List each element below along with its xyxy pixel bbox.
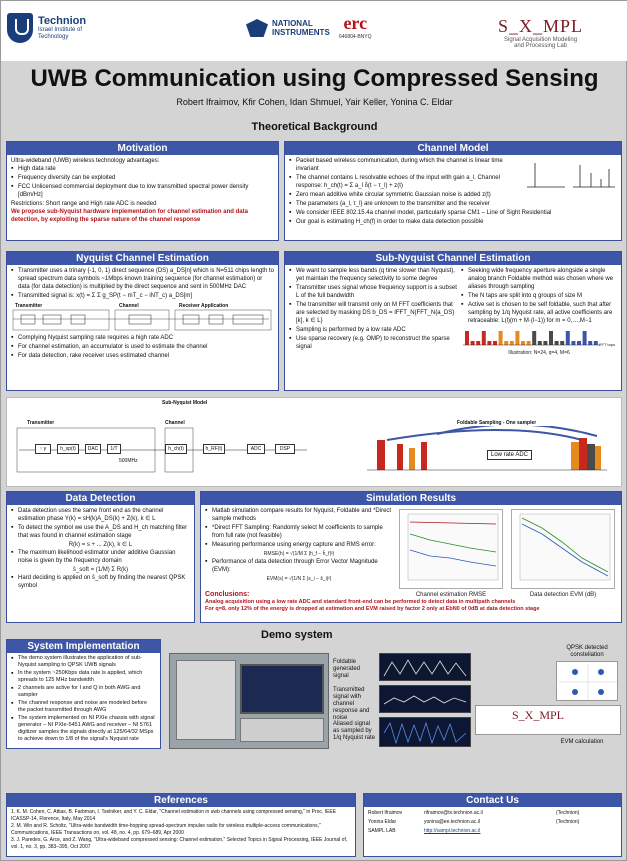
simulation-section <box>200 491 622 623</box>
ni-line1: NATIONAL <box>272 19 313 28</box>
motivation-intro: Ultra-wideband (UWB) wireless technology advantages: <box>11 158 160 164</box>
subnyq-item: ▪ The N taps are split into q groups of size M <box>461 292 617 300</box>
fft-tap-bar <box>515 331 519 345</box>
foldable-title: Foldable Sampling - One sampler <box>457 420 537 426</box>
subnyq-item: ▪ Active set is chosen to be self foldable, such that after sampling by 1/q Nyquist rate, all active coefficients are retraceable: L(l)(m + M·(l−1)) for m = 0,…,M−1 <box>461 301 617 325</box>
fft-tap-bar <box>493 341 497 345</box>
qpsk-constellation-plot <box>556 661 618 701</box>
fft-tap-bar <box>566 331 570 345</box>
technion-shield-icon <box>7 13 33 43</box>
rmse-caption: Channel estimation RMSE <box>415 592 487 598</box>
sub-model-title: Sub-Nyquist Model <box>162 400 208 406</box>
demo-heading: Demo system <box>261 629 333 641</box>
nyquist-figure <box>11 302 274 332</box>
motivation-item: ▪ Frequency diversity can be exploited <box>11 174 274 182</box>
nyquist-heading: Nyquist Channel Estimation <box>7 252 278 265</box>
subnyq-item: ▪ We want to sample less bands (q time slower than Nyquist), yet maintain the frequency selectivity to some degree <box>289 267 457 283</box>
contact-email[interactable]: rifraimov@tx.technion.ac.il <box>424 810 483 816</box>
fft-taps-figure <box>461 327 613 349</box>
subnyq-item: ▪ The transmitter will transmit only on M FFT coefficients that are selected by masking DS b_DS = IFFT_N{FFT_N{a_DS}[k], k ∈ L} <box>289 301 457 325</box>
evm-eq: EVM(s) = √(1/N Σ |s_i − ŝ_i|²) <box>266 576 332 582</box>
nyquist-item: ▪ Complying Nyquist sampling rate requires a high rate ADC <box>11 334 274 342</box>
data-detection-section <box>6 491 195 623</box>
block-upsample: ↑ γ <box>35 444 51 454</box>
fft-tap-bar <box>583 331 587 345</box>
nyquist-item: ▪ For channel estimation, an accumulator is used to estimate the channel <box>11 343 274 351</box>
demo-label-transmitted: Transmitted signal with channel response and noise <box>333 687 370 721</box>
authors: Robert Ifraimov, Kfir Cohen, Idan Shmuel, Yair Keller, Yonina C. Eldar <box>176 97 453 107</box>
reference-item: 2. M. Win and R. Scholtz, "Ultra-wide bandwidth time-hopping spread-spectrum impulse radio for wireless multiple-access communications," Communications, IEEE Transactions on, vol. 48, no. 4, pp. 679–689, Apr 2000 <box>11 823 321 836</box>
subnyq-item: ▪ Transmitter uses signal whose frequency support is a subset L of the full bandwidth <box>289 284 457 300</box>
rmse-eq: RMSE(h) = √(1/M Σ |h_f − ĥ_f|²) <box>263 551 335 557</box>
sysimp-item: ▪ 2 channels are active for I and Q in both AWG and sampler <box>11 685 156 699</box>
fft-tap-bar <box>476 341 480 345</box>
subnyq-item: ▪ Use sparse recovery (e.g. OMP) to reconstruct the sparse signal <box>289 335 457 351</box>
contact-org: (Technion) <box>556 810 580 816</box>
sim-heading: Simulation Results <box>201 492 621 505</box>
conclusions-label: Conclusions: <box>205 591 250 598</box>
sim-item: ▪ *Direct FFT Sampling: Randomly select M coefficients to sample from full rate (not feasible) <box>205 524 393 540</box>
conclusion-2: For q=8, only 12% of the energy is dropped at estimation and EVM raised by factor 2 only at EbN0 of 0dB at data detection stage <box>205 606 540 612</box>
foldable-signal-scope <box>379 653 471 681</box>
detection-heading: Data Detection <box>7 492 194 505</box>
logo-band <box>1 1 627 61</box>
fft-tap-bar <box>549 331 553 345</box>
contact-row <box>368 818 617 827</box>
illustration-label: Illustration: N=24, q=4, M=6 <box>508 350 570 356</box>
fft-tap-bar <box>465 331 469 345</box>
sampl-sub1: Signal Acquisition Modeling <box>503 37 578 43</box>
sysimp-item: ▪ The channel response and noise are modeled before the packet transmitted through AWG <box>11 700 156 714</box>
fft-tap-bar <box>499 331 503 345</box>
fft-tap-bar <box>510 341 514 345</box>
sampl-mark-small: S_X_MPL <box>512 708 565 722</box>
sim-item: ▪ Measuring performance using energy capture and RMS error: <box>205 541 393 549</box>
rate-label: 500MHz <box>119 458 138 464</box>
sysimp-item: ▪ The system implemented on NI PXIe chassis with signal generator – NI PXIe-5451 AWG and receiver – NI 5761 digitizer samples the signals directly at 125/64/32 MSps to achieve down to 1/8 of the signal's Nyquist rate <box>11 715 156 743</box>
fft-tap-bar <box>521 341 525 345</box>
fft-tap-bar <box>504 341 508 345</box>
fft-tap-bar <box>538 341 542 345</box>
motivation-heading: Motivation <box>7 142 278 155</box>
evm-plot <box>511 509 615 589</box>
contact-email[interactable]: yonina@ee.technion.ac.il <box>424 819 480 825</box>
technion-name: Technion <box>38 15 87 27</box>
block-hch: h_ch(t) <box>165 444 187 454</box>
contact-name: Yonina Eldar <box>368 819 397 825</box>
demo-label-aliased: Aliased signal as sampled by 1/q Nyquist rate <box>333 721 376 741</box>
channel-item: ▪ Our goal is estimating H_ch(f) in order to make data detection possible <box>289 218 617 226</box>
demo-label-foldable: Foldable generated signal <box>333 659 361 679</box>
evm-calculation-panel <box>475 705 621 735</box>
channel-model-section <box>284 141 622 241</box>
detection-item: ▪ To detect the symbol we use the A_DS and H_ch matching filter that was found in channel estimation stage <box>11 524 190 540</box>
block-clock: 1/T <box>107 444 121 454</box>
reference-item: 3. J. Paredes, G. Arce, and Z. Wang, "Ultra-wideband compressed sensing: Channel estimation," Selected Topics in Signal Processing, IEEE Journal of, vol. 1, no. 3, pp. 383–395, Oct 2007 <box>11 837 348 850</box>
fft-tap-bar <box>532 331 536 345</box>
block-dac: DAC <box>85 444 101 454</box>
contact-name: SAMPL LAB <box>368 828 396 834</box>
motivation-item: ▪ FCC Unlicensed commercial deployment due to low transmitted spectral power density [dBm/Hz] <box>11 183 274 199</box>
contact-section <box>363 793 622 857</box>
block-hrf: h_RF(t) <box>203 444 225 454</box>
block-dsp: DSP <box>275 444 295 454</box>
poster-title: UWB Communication using Compressed Sensing <box>30 65 599 92</box>
references-heading: References <box>7 794 355 807</box>
channel-item: ▪ Packet based wireless communication, during which the channel is linear time invariant <box>289 157 521 173</box>
channel-item: ▪ The channel contains L resolvable echoes of the input with gain a_l. Channel response: h_ch(t) = Σ a_l δ(t − τ_l) + z(t) <box>289 174 521 190</box>
nyquist-section <box>6 251 279 391</box>
fft-taps-label: FFT taps <box>599 342 615 347</box>
motivation-restrictions: Restrictions: Short range and High rate ADC is needed <box>11 201 157 207</box>
detection-eq2: ŝ_soft = (1/M) Σ R(k) <box>72 567 129 573</box>
fft-tap-bar <box>487 341 491 345</box>
sampl-mark: S_X_MPL <box>498 16 584 36</box>
sub-model-ch: Channel <box>165 420 185 426</box>
transmitted-signal-scope <box>379 685 471 713</box>
detection-item: ▪ Hard deciding is applied on ŝ_soft by finding the nearest QPSK symbol <box>11 574 190 590</box>
erc-mark: erc <box>343 13 368 33</box>
fft-tap-bar <box>543 341 547 345</box>
sysimp-item: ▪ The demo system illustrates the application of sub-Nyquist sampling to QPSK UWB signals <box>11 655 156 669</box>
motivation-proposal: We propose sub-Nyquist hardware implementation for channel estimation and data detection, by exploiting the sparse nature of the channel response <box>11 209 248 223</box>
evm-calc-label: EVM calculation <box>560 739 604 745</box>
fft-tap-bar <box>482 331 486 345</box>
sub-model-tx: Transmitter <box>27 420 55 426</box>
technion-logo <box>7 13 98 43</box>
reference-item: 1. K. M. Cohen, C. Attias, B. Farbman, I. Tselniker, and Y. C. Eldar, "Channel estimation in uwb channels using compressed sensing," in Proc. IEEE ICASSP-14, Florence, Italy, May 2014 <box>11 809 337 822</box>
technion-sub: Israel Institute of Technology <box>38 27 83 40</box>
subnyquist-heading: Sub-Nyquist Channel Estimation <box>285 252 621 265</box>
system-implementation-section <box>6 639 161 749</box>
contact-link[interactable]: http://sampl.technion.ac.il <box>424 828 481 834</box>
fft-illustration-caption <box>461 342 617 357</box>
channel-item: ▪ The parameters {a_l, τ_l} are unknown to the transmitter and the receiver <box>289 200 617 208</box>
contact-heading: Contact Us <box>364 794 621 807</box>
conclusion-1: Analog acquisition using a low rate ADC and standard front-end can be performed to detect data in multipath channels <box>205 599 516 605</box>
nyquist-fig-rx: Receiver Application <box>179 303 229 309</box>
detection-item: ▪ The maximum likelihood estimator under additive Gaussian noise is given by the frequency domain <box>11 549 190 565</box>
theory-heading: Theoretical Background <box>251 121 378 133</box>
motivation-item: ▪ High data rate <box>11 165 274 173</box>
subnyq-item: ▪ Sampling is performed by a low rate ADC <box>289 326 457 334</box>
erc-logo <box>339 13 372 40</box>
motivation-section <box>6 141 279 241</box>
sim-item: ▪ Matlab simulation compare results for Nyquist, Foldable and *Direct sample methods <box>205 507 393 523</box>
channel-item: ▪ Zero mean additive white circular symmetric Gaussian noise is added z(t) <box>289 191 617 199</box>
block-adc: ADC <box>247 444 265 454</box>
sampl-sub2: and Processing Lab <box>513 43 568 49</box>
detection-item: ▪ Data detection uses the same front end as the channel estimation phase Y(k) = sH(k)A_DS(k) + Z(k), k ∈ L <box>11 507 190 523</box>
sampl-logo <box>498 16 583 49</box>
impulse-response-figure <box>525 155 617 193</box>
erc-id: 646804-BNYQ <box>339 34 372 40</box>
subnyquist-model-figure <box>6 397 622 487</box>
nyquist-item: ▪ Transmitted signal is: x(t) = Σ Σ g_SP(t − mT_c − iNT_c) a_DS[m] <box>11 292 274 300</box>
contact-org: (Technion) <box>556 819 580 825</box>
ni-logo <box>246 19 330 37</box>
fft-tap-bar <box>471 341 475 345</box>
fft-tap-bar <box>560 341 564 345</box>
contact-row <box>368 809 617 818</box>
sim-item: ▪ Performance of data detection through Error Vector Magnitude (EVM): <box>205 558 393 574</box>
subnyq-item: ▪ Seeking wide frequency aperture alongside a single analog branch Foldable method was chosen where we aliases through sampling <box>461 267 617 291</box>
fft-tap-bar <box>571 341 575 345</box>
nyquist-item: ▪ For data detection, rake receiver uses estimated channel <box>11 352 274 360</box>
fft-tap-bar <box>555 341 559 345</box>
block-hsp: h_sp(t) <box>57 444 79 454</box>
evm-caption: Data detection EVM (dB) <box>529 592 597 598</box>
ni-eagle-icon <box>246 19 268 37</box>
nyquist-fig-tx: Transmitter <box>15 303 43 309</box>
references-section <box>6 793 356 857</box>
nyquist-fig-ch: Channel <box>119 303 139 309</box>
fft-tap-bar <box>594 341 598 345</box>
lab-photo <box>169 653 329 749</box>
channel-model-heading: Channel Model <box>285 142 621 155</box>
contact-name: Robert Ifraimov <box>368 810 403 816</box>
sysimp-heading: System Implementation <box>7 640 160 653</box>
detection-eq1: R(k) = s + ... Z(k), k ∈ L <box>68 542 133 548</box>
fft-tap-bar <box>527 341 531 345</box>
aliased-signal-scope <box>379 717 471 747</box>
low-rate-adc-box: Low rate ADC <box>487 450 532 460</box>
subnyquist-section <box>284 251 622 391</box>
nyquist-item: ▪ Transmitter uses a trinary {-1, 0, 1} direct sequence (DS) a_DS[n] which is N=511 chips length to spread spectrum data symbols ~1Mbps known training sequence (for channel estimation) or data (for data detection) is multiplied by the direct sequence and sent in 500MHz DAC <box>11 267 274 291</box>
channel-item: ▪ We consider IEEE 802.15.4a channel model, particularly sparse CM1 – Line of Sight Residential <box>289 209 617 217</box>
contact-row <box>368 827 617 836</box>
sysimp-item: ▪ In the system ~250Kbps data rate is applied, which spreads to 125 MHz bandwidth <box>11 670 156 684</box>
ni-line2: INSTRUMENTS <box>272 28 330 37</box>
rmse-plot <box>399 509 503 589</box>
fft-tap-bar <box>577 341 581 345</box>
fft-tap-bar <box>588 341 592 345</box>
qpsk-label: QPSK detected constellation <box>566 645 608 658</box>
